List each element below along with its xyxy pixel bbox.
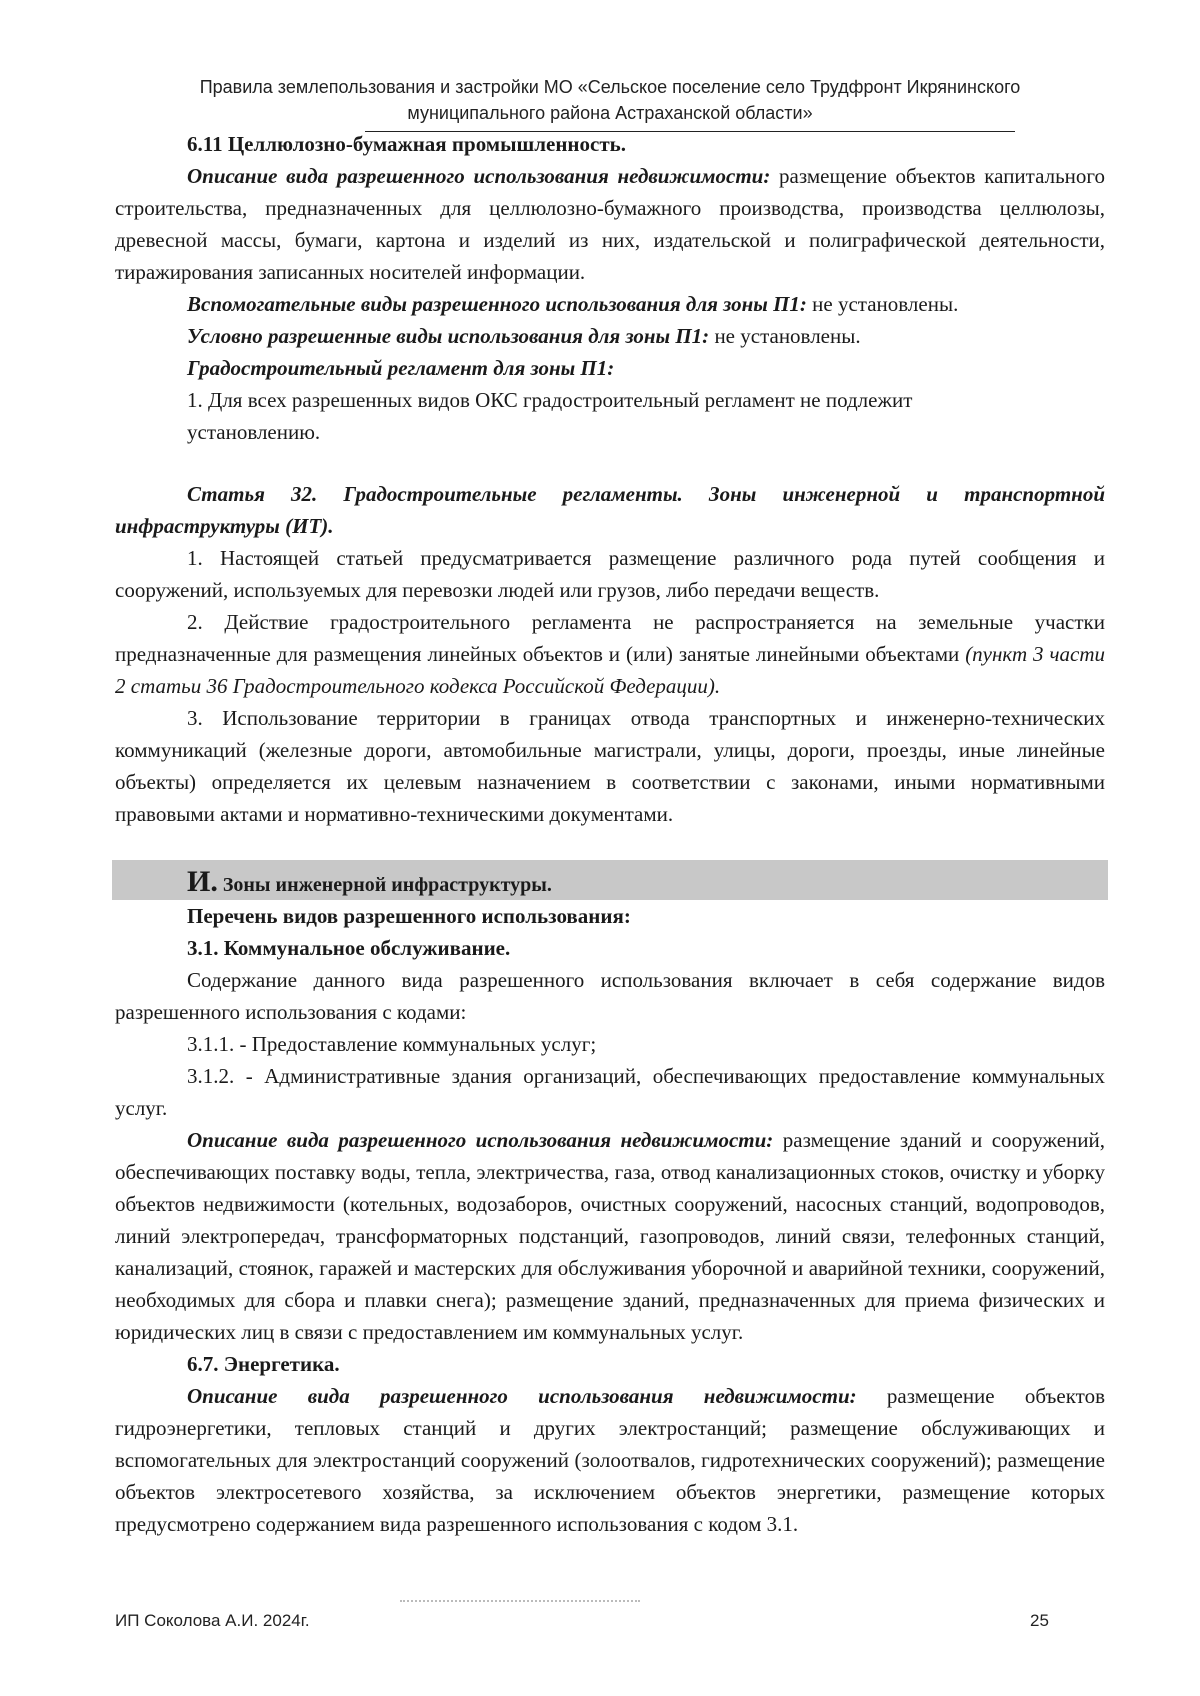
description-label: Описание вида разрешенного использования недвижимости: [187, 1384, 857, 1408]
spacer [115, 830, 1105, 860]
header-line-2: муниципального района Астраханской области» [407, 103, 813, 123]
article-32-p2-reference: (пункт 3 части 2 статьи 36 Градостроительного кодекса Российской Федерации). [115, 642, 1105, 698]
section-31-description [115, 1124, 1105, 1348]
description-text: размещение объектов капитального строительства, предназначенных для целлюлозно-бумажного производства, производства целлюлозы, древесной массы, бумаги, картона и изделий из них, издательской и полиграфической деятельности, тиражирования записанных носителей информации. [115, 164, 1105, 284]
section-611-title: 6.11 Целлюлозно-бумажная промышленность. [187, 132, 627, 156]
auxiliary-uses [115, 288, 1105, 320]
article-32-p1: 1. Настоящей статьей предусматривается размещение различного рода путей сообщения и сооружений, используемых для перевозки людей или грузов, либо передачи веществ. [115, 546, 1105, 602]
conditional-label: Условно разрешенные виды использования для зоны П1: [187, 324, 710, 348]
conditional-text: не установлены. [709, 324, 861, 348]
auxiliary-label: Вспомогательные виды разрешенного использования для зоны П1: [187, 292, 807, 316]
section-67-title: 6.7. Энергетика. [187, 1352, 340, 1376]
section-311: 3.1.1. - Предоставление коммунальных услуг; [187, 1032, 597, 1056]
document-body [115, 128, 1105, 1540]
header-line-1: Правила землепользования и застройки МО «Сельское поселение село Трудфронт Икрянинского [199, 77, 1021, 97]
footer-author: ИП Соколова А.И. 2024г. [115, 1611, 310, 1630]
zone-title: Зоны инженерной инфраструктуры. [217, 874, 552, 896]
zone-heading-band [112, 860, 1108, 900]
spacer [115, 448, 1105, 478]
permitted-uses-title: Перечень видов разрешенного использования: [187, 904, 631, 928]
section-67-description [115, 1380, 1105, 1540]
article-32-title: Статья 32. Градостроительные регламенты. Зоны инженерной и транспортной инфраструктуры (ИТ). [115, 482, 1105, 538]
article-32-p3: 3. Использование территории в границах отвода транспортных и инженерно-технических коммуникаций (железные дороги, автомобильные магистрали, улицы, дороги, проезды, иные линейные объекты) определяется их целевым назначением в соответствии с законами, иными нормативными правовыми актами и нормативно-техническими документами. [115, 706, 1105, 826]
auxiliary-text: не установлены. [806, 292, 959, 316]
description-label: Описание вида разрешенного использования недвижимости: [187, 164, 771, 188]
description-text: размещение зданий и сооружений, обеспечивающих поставку воды, тепла, электричества, газа, отвод канализационных стоков, очистку и уборку объектов недвижимости (котельных, водозаборов, очистных сооружений, насосных станций, водопроводов, линий электропередач, трансформаторных подстанций, газопроводов, линий связи, телефонных станций, канализаций, стоянок, гаражей и мастерских для обслуживания уборочной и аварийной техники, сооружений, необходимых для сбора и плавки снега); размещение зданий, предназначенных для приема физических и юридических лиц в связи с предоставлением им коммунальных услуг. [115, 1128, 1105, 1344]
description-label: Описание вида разрешенного использования недвижимости: [187, 1128, 774, 1152]
regulation-label: Градостроительный регламент для зоны П1: [187, 356, 615, 380]
section-312: 3.1.2. - Административные здания организаций, обеспечивающих предоставление коммунальных услуг. [115, 1064, 1105, 1120]
page-number: 25 [1030, 1611, 1049, 1630]
conditional-uses [115, 320, 1105, 352]
article-32-p2-text: 2. Действие градостроительного регламента не распространяется на земельные участки предназначенные для размещения линейных объектов и (или) занятые линейными объектами [115, 610, 1105, 666]
footer-dots [400, 1600, 640, 1602]
zone-code: И. [187, 865, 218, 898]
section-31-title: 3.1. Коммунальное обслуживание. [187, 936, 511, 960]
description-text: размещение объектов гидроэнергетики, тепловых станций и других электростанций; размещение обслуживающих и вспомогательных для электростанций сооружений (золоотвалов, гидротехнических сооружений); размещение объектов электросетевого хозяйства, за исключением объектов энергетики, размещение которых предусмотрено содержанием вида разрешенного использования с кодом 3.1. [115, 1384, 1105, 1536]
regulation-text: 1. Для всех разрешенных видов ОКС градостроительный регламент не подлежит установлению. [187, 388, 913, 444]
section-31-paragraph: Содержание данного вида разрешенного использования включает в себя содержание видов разрешенного использования с кодами: [115, 968, 1105, 1024]
article-32-p2 [115, 606, 1105, 702]
section-611-description [115, 160, 1105, 288]
running-header [115, 74, 1105, 126]
